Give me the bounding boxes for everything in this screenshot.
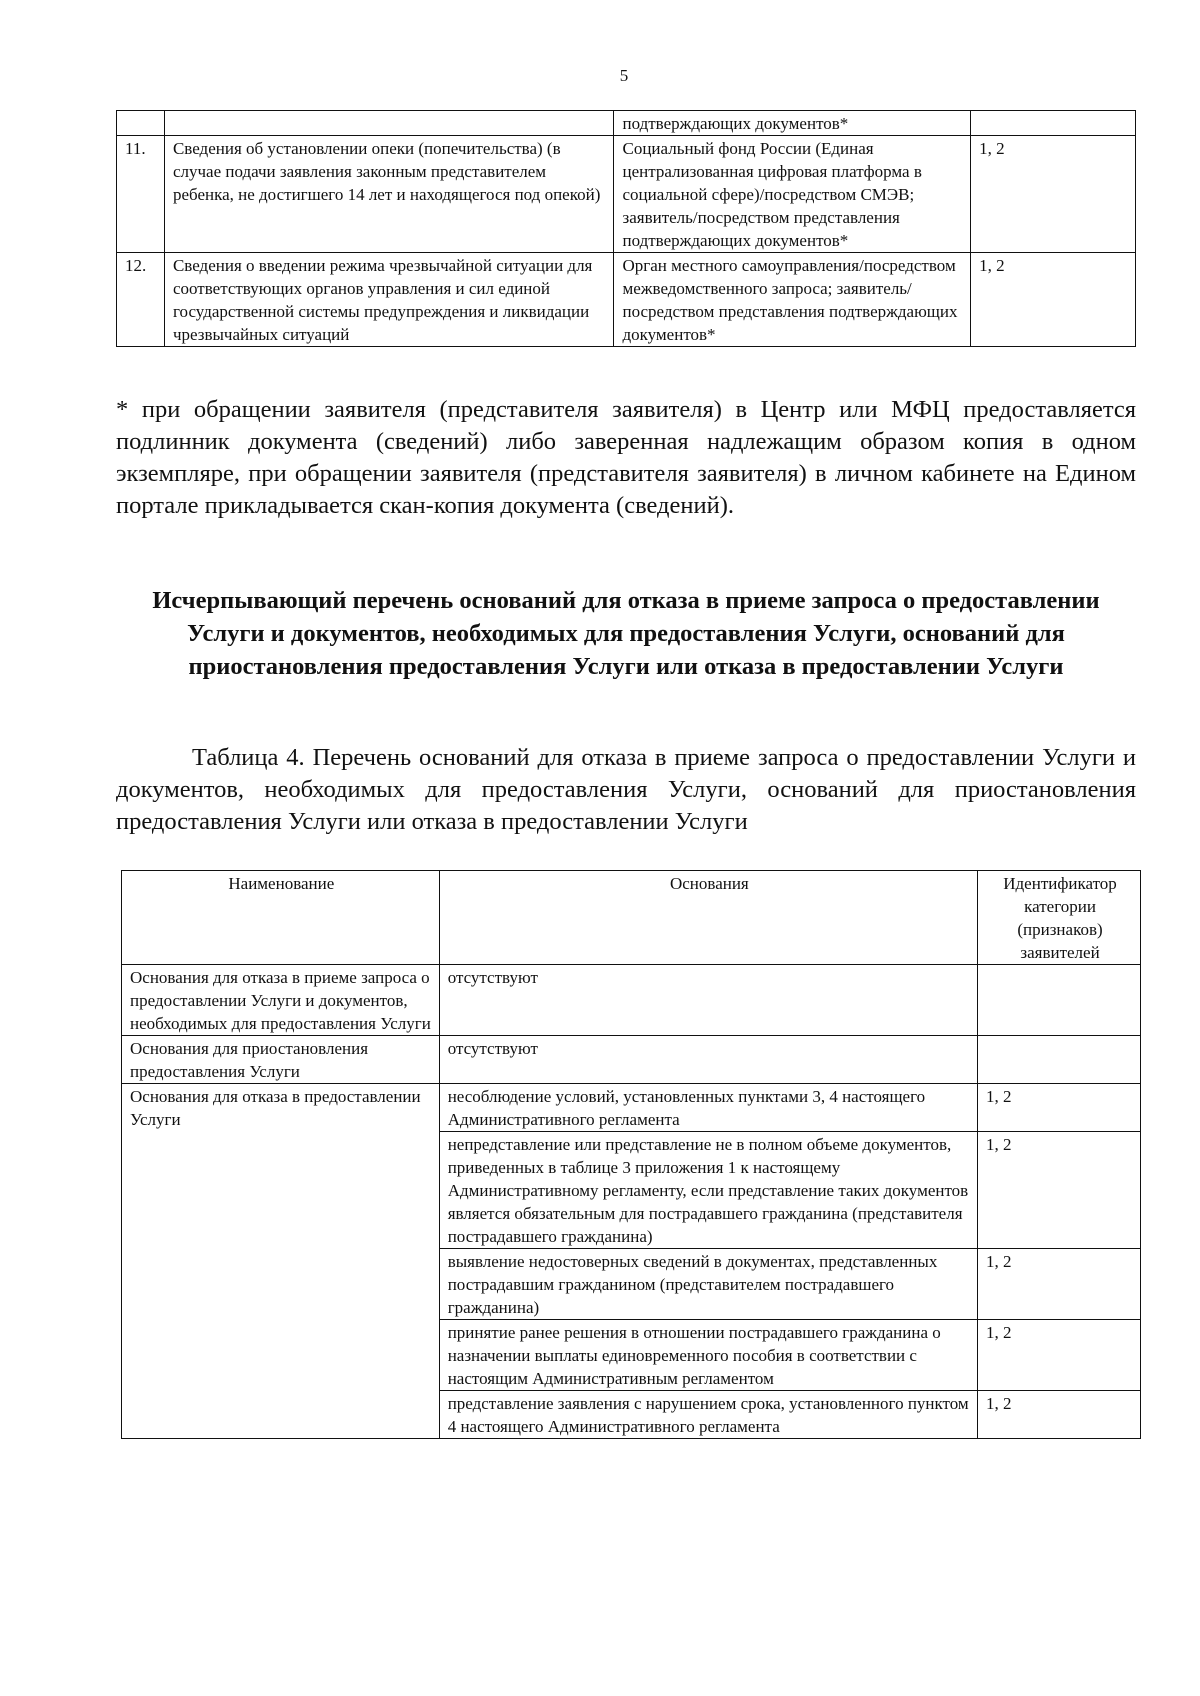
source-cell: подтверждающих документов*: [614, 111, 971, 136]
documents-table-continuation: [116, 110, 1136, 347]
info-cell: [164, 111, 614, 136]
header-categories: Идентификатор категории (признаков) заявителей: [978, 871, 1141, 965]
row-number: [117, 111, 165, 136]
table-caption: [116, 742, 1136, 838]
table-row: [117, 136, 1136, 253]
ground-cell: несоблюдение условий, установленных пунктами 3, 4 настоящего Административного регламента: [439, 1084, 977, 1132]
table-caption-text: Таблица 4. Перечень оснований для отказа в приеме запроса о предоставлении Услуги и документов, необходимых для предоставления Услуги, оснований для приостановления предоставления Услуги или отказа в предоставлении Услуги: [116, 744, 1136, 835]
categories-cell: [978, 965, 1141, 1036]
row-number: 11.: [117, 136, 165, 253]
name-cell: Основания для отказа в приеме запроса о предоставлении Услуги и документов, необходимых для предоставления Услуги: [122, 965, 440, 1036]
categories-cell: 1, 2: [978, 1084, 1141, 1132]
categories-cell: 1, 2: [978, 1132, 1141, 1249]
table-row: [117, 111, 1136, 136]
ground-cell: принятие ранее решения в отношении пострадавшего гражданина о назначении выплаты единовременного пособия в соответствии с настоящим Административным регламентом: [439, 1320, 977, 1391]
ground-cell: выявление недостоверных сведений в документах, представленных пострадавшим гражданином (представителем пострадавшего гражданина): [439, 1249, 977, 1320]
ground-cell: отсутствуют: [439, 965, 977, 1036]
table-row: [122, 965, 1141, 1036]
name-cell: Основания для отказа в предоставлении Услуги: [122, 1084, 440, 1439]
table-row: [117, 253, 1136, 347]
ground-cell: отсутствуют: [439, 1036, 977, 1084]
categories-cell: [978, 1036, 1141, 1084]
info-cell: Сведения о введении режима чрезвычайной ситуации для соответствующих органов управления и сил единой государственной системы предупреждения и ликвидации чрезвычайных ситуаций: [164, 253, 614, 347]
ground-cell: представление заявления с нарушением срока, установленного пунктом 4 настоящего Административного регламента: [439, 1391, 977, 1439]
page-number: 5: [619, 66, 629, 85]
source-cell: Социальный фонд России (Единая централизованная цифровая платформа в социальной сфере)/посредством СМЭВ; заявитель/посредством представления подтверждающих документов*: [614, 136, 971, 253]
info-cell: Сведения об установлении опеки (попечительства) (в случае подачи заявления законным представителем ребенка, не достигшего 14 лет и находящегося под опекой): [164, 136, 614, 253]
header-grounds: Основания: [439, 871, 977, 965]
section-title: Исчерпывающий перечень оснований для отказа в приеме запроса о предоставлении Услуги и документов, необходимых для предоставления Услуги, оснований для приостановления предоставления Услуги или отказа в предоставлении Услуги: [152, 587, 1100, 680]
categories-cell: 1, 2: [978, 1391, 1141, 1439]
header-name: Наименование: [122, 871, 440, 965]
table-row: [122, 1084, 1141, 1132]
row-number: 12.: [117, 253, 165, 347]
refusal-grounds-table: [121, 870, 1141, 1439]
ground-cell: непредставление или представление не в полном объеме документов, приведенных в таблице 3 приложения 1 к настоящему Административному регламенту, если представление таких документов является обязательным для пострадавшего гражданина (представителя пострадавшего гражданина): [439, 1132, 977, 1249]
source-cell: Орган местного самоуправления/посредством межведомственного запроса; заявитель/посредством представления подтверждающих документов*: [614, 253, 971, 347]
table-row: [122, 1036, 1141, 1084]
categories-cell: 1, 2: [978, 1320, 1141, 1391]
categories-cell: 1, 2: [971, 253, 1136, 347]
categories-cell: 1, 2: [978, 1249, 1141, 1320]
footnote: * при обращении заявителя (представителя заявителя) в Центр или МФЦ предоставляется подлинник документа (сведений) либо заверенная надлежащим образом копия в одном экземпляре, при обращении заявителя (представителя заявителя) в личном кабинете на Едином портале прикладывается скан-копия документа (сведений).: [116, 396, 1136, 519]
name-cell: Основания для приостановления предоставления Услуги: [122, 1036, 440, 1084]
categories-cell: 1, 2: [971, 136, 1136, 253]
categories-cell: [971, 111, 1136, 136]
table-header-row: [122, 871, 1141, 965]
